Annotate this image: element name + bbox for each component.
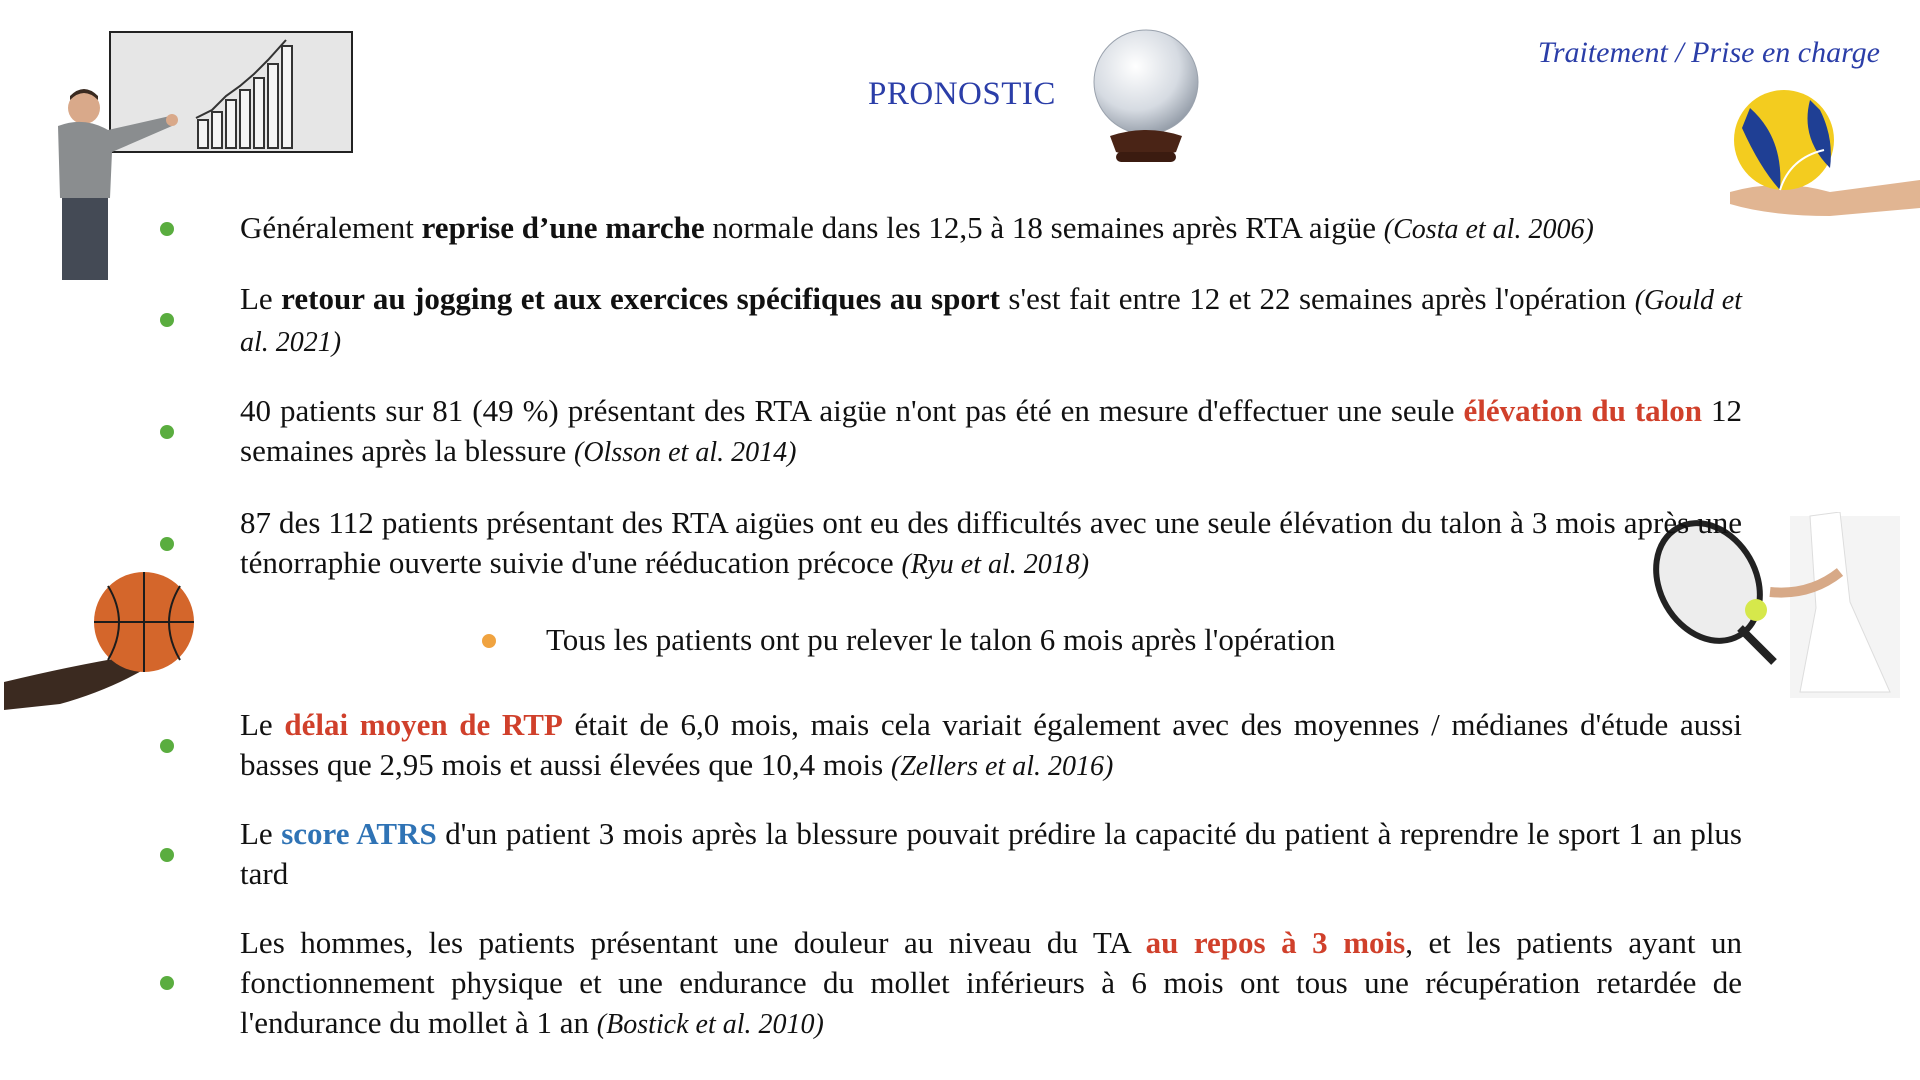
bullet-dot: [160, 537, 174, 551]
list-item: Le délai moyen de RTP était de 6,0 mois, mais cela variait également avec des moyennes / médianes d'étude aussi basses que 2,95 mois et aussi élevées que 10,4 mois (Zellers et al. 2016): [240, 707, 1742, 782]
list-item: Le retour au jogging et aux exercices spécifiques au sport s'est fait entre 12 et 22 semaines après l'opération (Gould et al. 2021): [240, 281, 1742, 358]
bullet-dot: [160, 739, 174, 753]
citation: (Olsson et al. 2014): [574, 437, 797, 468]
sub-bullet-dot: [482, 634, 496, 648]
bullet-dot: [160, 976, 174, 990]
sub-list-item: Tous les patients ont pu relever le talon 6 mois après l'opération: [546, 622, 1336, 657]
citation: (Costa et al. 2006): [1383, 214, 1594, 245]
bullet-dot: [160, 425, 174, 439]
bullet-dot: [160, 222, 174, 236]
list-item: 87 des 112 patients présentant des RTA aigües ont eu des difficultés avec une seule élévation du talon à 3 mois après une ténorraphie ouverte suivie d'une rééducation précoce (Ryu et al. 2018): [240, 505, 1742, 580]
bullet-dot: [160, 313, 174, 327]
list-item: Les hommes, les patients présentant une douleur au niveau du TA au repos à 3 mois, et les patients ayant un fonctionnement physique et une endurance du mollet inférieurs à 6 mois ont tous une récupération retardée de l'endurance du mollet à 1 an (Bostick et al. 2010): [240, 925, 1742, 1040]
page-title: PRONOSTIC: [868, 76, 1056, 112]
list-item: Généralement reprise d’une marche normale dans les 12,5 à 18 semaines après RTA aigüe (Costa et al. 2006): [240, 210, 1594, 245]
citation: (Gould et al. 2021): [240, 285, 1742, 358]
citation: (Zellers et al. 2016): [890, 751, 1114, 782]
list-item: 40 patients sur 81 (49 %) présentant des RTA aigüe n'ont pas été en mesure d'effectuer une seule élévation du talon 12 semaines après la blessure (Olsson et al. 2014): [240, 393, 1743, 468]
section-tag: Traitement / Prise en charge: [1537, 36, 1880, 69]
citation: (Ryu et al. 2018): [901, 549, 1090, 580]
citation: (Bostick et al. 2010): [596, 1009, 824, 1040]
bullet-dot: [160, 848, 174, 862]
list-item: Le score ATRS d'un patient 3 mois après la blessure pouvait prédire la capacité du patient à reprendre le sport 1 an plus tard: [240, 816, 1742, 891]
